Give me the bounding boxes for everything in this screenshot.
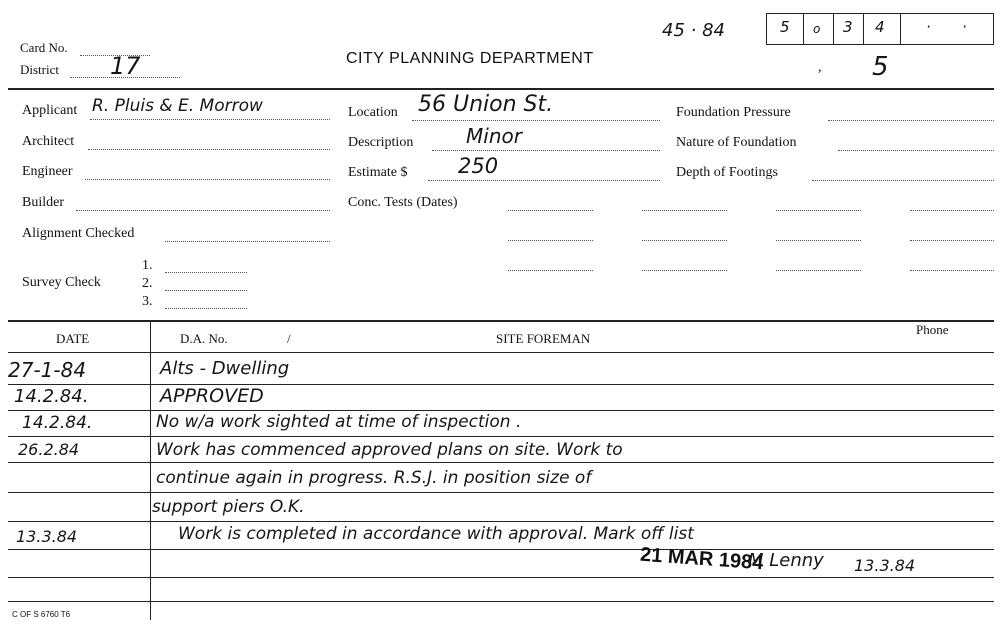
card-no-label: Card No.	[20, 40, 68, 55]
conc-test-line	[910, 210, 994, 211]
depth-of-footings-line	[812, 180, 994, 181]
conc-test-line	[642, 210, 727, 211]
row-line	[8, 462, 994, 463]
signature-date: 13.3.84	[854, 556, 916, 575]
sub-value: 5	[872, 52, 889, 82]
slash-header: /	[287, 331, 291, 346]
architect-label: Architect	[22, 134, 75, 149]
phone-header: Phone	[916, 322, 949, 337]
description-label: Description	[348, 135, 414, 150]
location-label: Location	[348, 105, 398, 120]
survey-item-number: 1.	[142, 258, 153, 273]
log-date: 27-1-84	[8, 358, 87, 382]
ref-number: 45 · 84	[662, 20, 725, 41]
tick-mark: ,	[818, 60, 822, 75]
applicant-value: R. Pluis & E. Morrow	[92, 96, 263, 116]
survey-line	[165, 290, 247, 291]
applicant-line	[90, 119, 330, 120]
alignment-label: Alignment Checked	[22, 226, 135, 241]
conc-test-line	[776, 210, 861, 211]
row-line	[8, 521, 994, 522]
survey-item-number: 3.	[142, 294, 153, 309]
table-top-border	[8, 320, 994, 322]
card-digit: ·	[926, 18, 931, 36]
conc-test-line	[776, 270, 861, 271]
description-value: Minor	[466, 124, 522, 148]
log-date: 14.2.84.	[22, 413, 93, 433]
foreman-signature: M Lenny	[748, 550, 824, 571]
conc-test-line	[910, 270, 994, 271]
received-stamp: 21 MAR 1984	[639, 543, 765, 575]
log-entry: Work is completed in accordance with approval. Mark off list	[178, 524, 694, 544]
location-line	[412, 120, 660, 121]
engineer-line	[85, 179, 330, 180]
log-entry: continue again in progress. R.S.J. in position size of	[156, 468, 592, 488]
alignment-line	[165, 241, 330, 242]
page-title: CITY PLANNING DEPARTMENT	[346, 50, 594, 67]
box-divider	[900, 13, 901, 45]
card-digit: 4	[875, 18, 885, 36]
row-line	[8, 492, 994, 493]
card-digit: o	[813, 22, 821, 36]
row-line	[8, 601, 994, 602]
box-divider	[863, 13, 864, 45]
survey-item-number: 2.	[142, 276, 153, 291]
conc-test-line	[776, 240, 861, 241]
da-no-header: D.A. No.	[180, 331, 228, 346]
log-entry: APPROVED	[160, 385, 264, 407]
estimate-value: 250	[458, 154, 499, 178]
applicant-label: Applicant	[22, 103, 78, 118]
card-digit: 5	[780, 18, 790, 36]
row-line	[8, 436, 994, 437]
row-line	[8, 549, 994, 550]
row-line	[8, 410, 994, 411]
location-value: 56 Union St.	[418, 92, 554, 117]
log-date: 26.2.84	[18, 440, 80, 459]
log-entry: Work has commenced approved plans on site. Work to	[156, 440, 623, 460]
estimate-line	[428, 180, 660, 181]
depth-of-footings-label: Depth of Footings	[676, 165, 778, 180]
log-entry: support piers O.K.	[152, 497, 305, 517]
conc-test-line	[508, 210, 593, 211]
conc-test-line	[508, 270, 593, 271]
form-code: C OF S 6760 T6	[12, 610, 71, 619]
architect-line	[88, 149, 330, 150]
row-line	[8, 384, 994, 385]
conc-test-line	[910, 240, 994, 241]
conc-tests-label: Conc. Tests (Dates)	[348, 195, 458, 210]
district-label: District	[20, 62, 59, 77]
estimate-label: Estimate $	[348, 165, 408, 180]
row-line	[8, 577, 994, 578]
foundation-pressure-label: Foundation Pressure	[676, 105, 791, 120]
conc-test-line	[642, 270, 727, 271]
date-column-divider	[150, 320, 151, 620]
date-header: DATE	[56, 331, 90, 346]
survey-line	[165, 272, 247, 273]
builder-line	[76, 210, 330, 211]
box-divider	[803, 13, 804, 45]
conc-test-line	[508, 240, 593, 241]
log-date: 13.3.84	[16, 527, 78, 546]
log-entry: Alts - Dwelling	[160, 358, 290, 379]
log-entry: No w/a work sighted at time of inspection .	[156, 412, 522, 432]
log-date: 14.2.84.	[14, 386, 89, 407]
box-divider	[833, 13, 834, 45]
site-foreman-header: SITE FOREMAN	[496, 331, 591, 346]
table-header-border	[8, 352, 994, 353]
builder-label: Builder	[22, 195, 64, 210]
card-digit: ·	[962, 18, 967, 36]
nature-of-foundation-label: Nature of Foundation	[676, 135, 797, 150]
engineer-label: Engineer	[22, 164, 73, 179]
district-value: 17	[110, 52, 141, 80]
foundation-pressure-line	[828, 120, 994, 121]
survey-line	[165, 308, 247, 309]
survey-check-label: Survey Check	[22, 275, 101, 290]
header-divider	[8, 88, 994, 90]
card-digit: 3	[843, 18, 853, 36]
nature-of-foundation-line	[838, 150, 994, 151]
conc-test-line	[642, 240, 727, 241]
description-line	[432, 150, 660, 151]
